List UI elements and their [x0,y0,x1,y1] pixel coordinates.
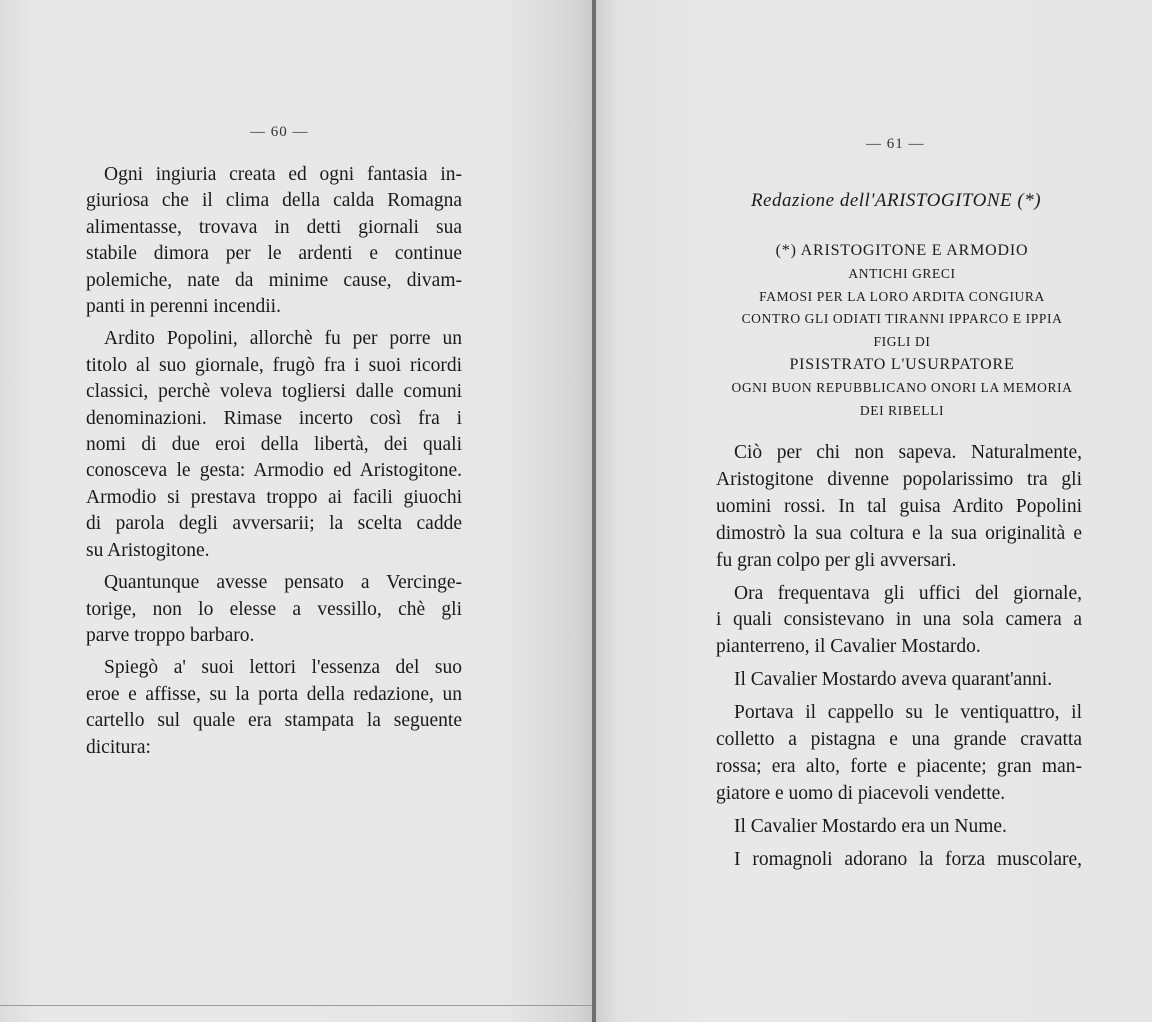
placard-footnote [708,240,1096,422]
text-line: classici, perchè voleva togliersi dalle comuni [86,381,462,403]
paragraph [86,326,462,564]
text-line: Armodio si prestava troppo ai facili giuochi [86,486,462,508]
text-line: denominazioni. Rimase incerto così fra i [86,407,462,429]
text-line: giuriosa che il clima della calda Romagna [86,190,462,212]
text-line: Aristogitone divenne popolarissimo tra gli [716,468,1082,490]
text-line: Portava il cappello su le ventiquattro, il [734,702,1082,724]
text-line: i quali consistevano in una sola camera a [716,609,1082,631]
text-line: eroe e affisse, su la porta della redazione, un [86,683,462,705]
paragraph [716,700,1082,808]
text-line: titolo al suo giornale, frugò fra i suoi ricordi [86,354,462,376]
text-line: su Aristogitone. [86,539,210,561]
text-line: uomini rossi. In tal guisa Ardito Popolini [716,495,1082,517]
text-line: stabile dimora per le ardenti e continue [86,243,462,265]
paragraph [86,162,462,320]
footnote-line: ANTICHI GRECI [848,265,956,281]
right-page-text [716,440,1082,880]
text-line: Quantunque avesse pensato a Vercinge- [104,572,462,594]
paragraph [86,655,462,761]
paragraph [716,581,1082,662]
text-line: cartello sul quale era stampata la seguente [86,710,462,732]
text-line: Ogni ingiuria creata ed ogni fantasia in- [104,164,462,185]
text-line: colletto a pistagna e una grande cravatta [716,729,1082,751]
text-line: I romagnoli adorano la forza muscolare, [734,848,1082,870]
text-line: polemiche, nate da minime cause, divam- [86,269,462,291]
text-line: panti in perenni incendii. [86,296,281,318]
footnote-line: CONTRO GLI ODIATI TIRANNI IPPARCO E IPPIA [741,311,1063,327]
text-line: Ardito Popolini, allorchè fu per porre un [104,328,462,350]
text-line: fu gran colpo per gli avversari. [716,549,957,571]
footnote-line: OGNI BUON REPUBBLICANO ONORI LA MEMORIA [731,379,1073,395]
paragraph [716,814,1082,841]
page-number-right: — 61 — [866,136,925,152]
text-line: dicitura: [86,736,151,758]
text-line: Ora frequentava gli uffici del giornale, [734,582,1082,604]
text-line: giatore e uomo di piacevoli vendette. [716,782,1006,804]
text-line: nomi di due eroi della libertà, dei quali [86,434,462,456]
text-line: pianterreno, il Cavalier Mostardo. [716,636,981,658]
footnote-line: PISISTRATO L'USURPATORE [789,355,1015,373]
text-line: alimentasse, trovava in detti giornali sua [86,216,462,238]
paragraph [716,667,1082,694]
footnote-line: FAMOSI PER LA LORO ARDITA CONGIURA [759,288,1045,304]
left-page-text [86,162,462,767]
text-line: Spiegò a' suoi lettori l'essenza del suo [104,657,462,679]
page-bottom-edge [0,1005,594,1006]
text-line: di parola degli avversarii; la scelta cadde [86,513,462,535]
text-line: rossa; era alto, forte e piacente; gran man- [716,755,1082,777]
text-line: Il Cavalier Mostardo era un Nume. [734,815,1007,837]
text-line: torige, non lo elesse a vessillo, chè gli [86,598,462,620]
footnote-line: FIGLI DI [873,334,931,350]
text-line: conosceva le gesta: Armodio ed Aristogitone. [86,460,462,482]
footnote-line: DEI RIBELLI [859,402,945,418]
footnote-line: (*) ARISTOGITONE E ARMODIO [775,242,1029,259]
page-number-left: — 60 — [250,124,309,140]
paragraph [86,570,462,649]
text-line: Ciò per chi non sapeva. Naturalmente, [734,442,1082,463]
right-page [596,0,1152,1022]
paragraph [716,847,1082,874]
text-line: dimostrò la sua coltura e la sua originalità e [716,522,1082,544]
section-heading: Redazione dell'ARISTOGITONE (*) [750,190,1042,211]
text-line: parve troppo barbaro. [86,624,255,646]
paragraph [716,440,1082,575]
text-line: Il Cavalier Mostardo aveva quarant'anni. [734,669,1053,691]
